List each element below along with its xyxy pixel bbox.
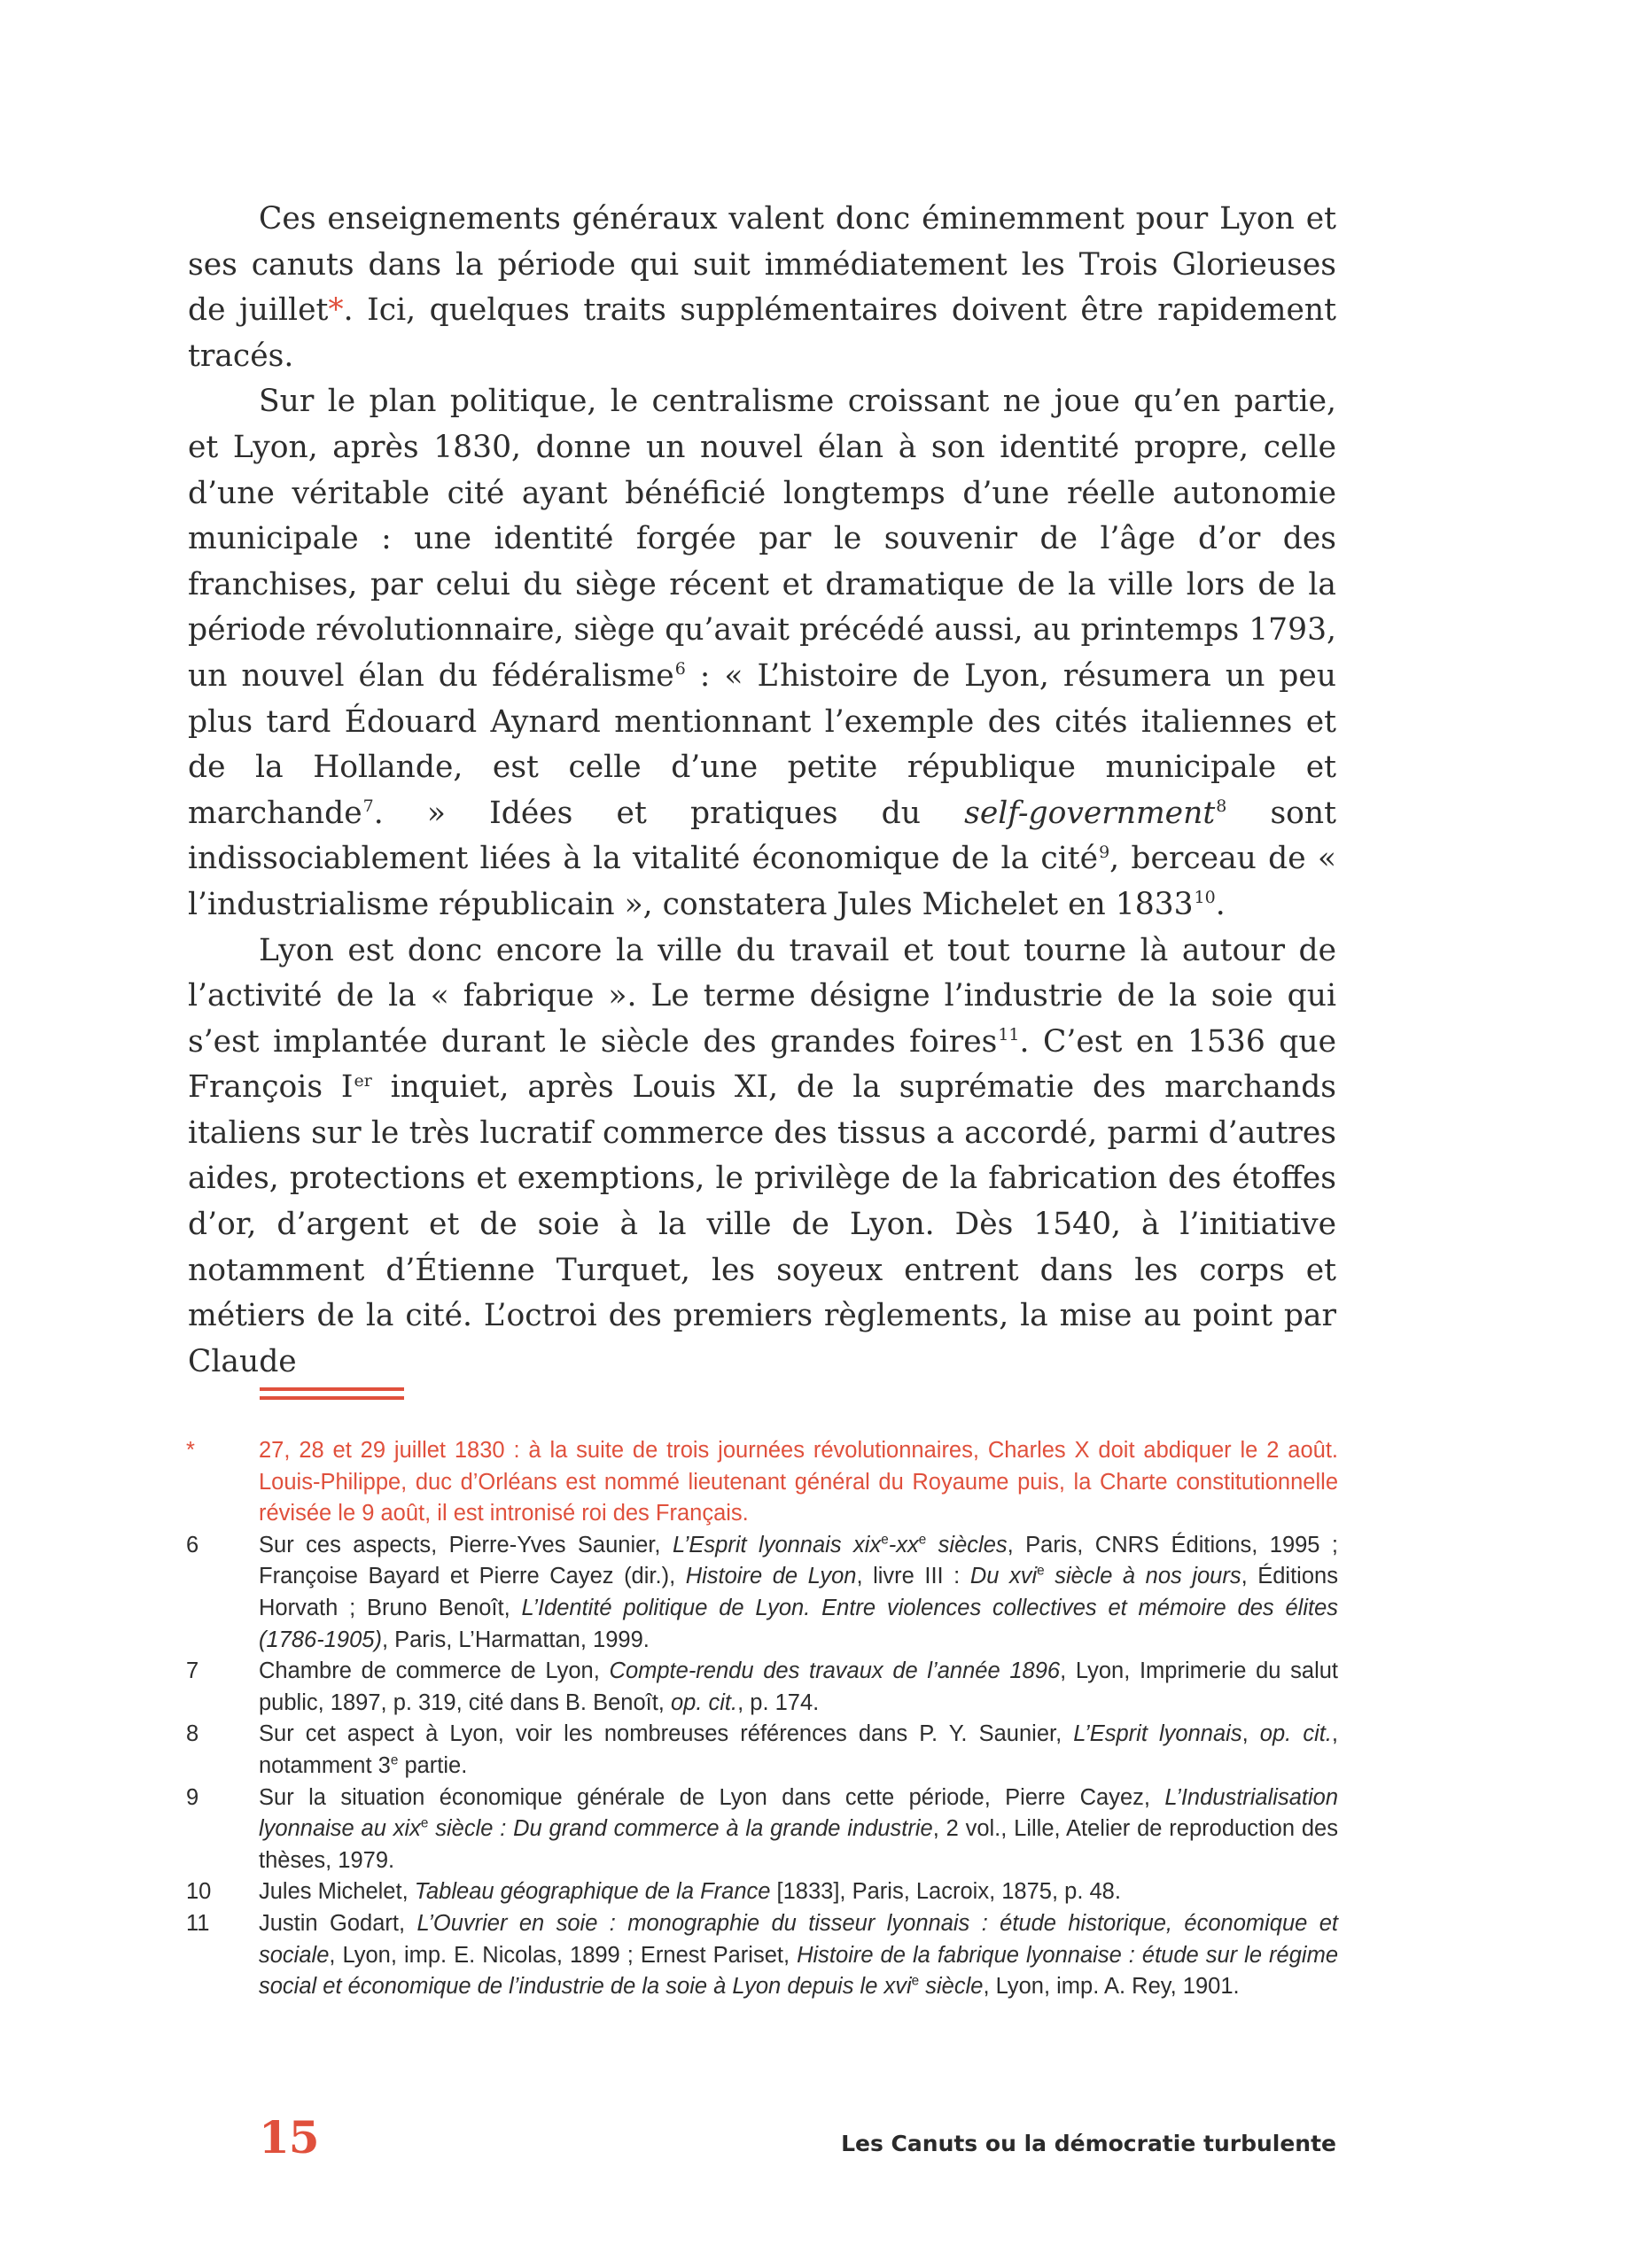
footnote-ref-9[interactable]: 9 [1099,842,1110,862]
footnote-text: 27, 28 et 29 juillet 1830 : à la suite de trois journées révolutionnaires, Charles X doit abdiquer le 2 août. Louis-Philippe, duc d’Orléans est nommé lieutenant général du Royaume puis, la Charte constitutionnelle révisée le 9 août, il est intronisé roi des Français. [259,1438,1338,1526]
running-title: Les Canuts ou la démocratie turbulente [841,2131,1336,2156]
text-run: . [1215,886,1226,922]
footnote-ref-7[interactable]: 7 [362,796,374,817]
footnote-text: Justin Godart, L’Ouvrier en soie : monographie du tisseur lyonnais : étude historique, économique et sociale, Lyon, imp. E. Nicolas, 1899 ; Ernest Pariset, Histoire de la fabrique lyonnaise : étude sur le régime social et économique de l’industrie de la soie à Lyon depuis le xvi$^e$ siècle, Lyon, imp. A. Rey, 1901. [259,1910,1338,2000]
footnote-7 [186,1656,1338,1719]
footnote-text: Sur ces aspects, Pierre-Yves Saunier, L’Esprit lyonnais $xix^e-xx^e$ siècles, Paris, CNRS Éditions, 1995 ; Françoise Bayard et Pierre Cayez (dir.), Histoire de Lyon, livre III : Du xvi$^e$ siècle à nos jours, Éditions Horvath ; Bruno Benoît, L’Identité politique de Lyon. Entre violences collectives et mémoire des élites (1786-1905), Paris, L’Harmattan, 1999. [259,1532,1339,1652]
italic-term: self-government [964,795,1216,831]
footnote-star-ref[interactable]: * [328,292,344,329]
footnote-number: 11 [186,1910,210,1936]
footnote-number: 8 [186,1721,199,1747]
paragraph-3 [188,928,1336,1386]
text-run: Ces enseignements généraux valent donc éminemment pour Lyon et ses canuts dans la période qui suit immédiatement les Trois Glorieuses de juillet [188,201,1336,329]
footnote-ref-11[interactable]: 11 [998,1025,1020,1045]
main-text [188,197,1336,1385]
footnote-number: 7 [186,1658,199,1684]
footnotes [186,1435,1338,2003]
footnote-ref-8[interactable]: 8 [1216,796,1227,817]
text-run: Sur le plan politique, le centralisme croissant ne joue qu’en partie, et Lyon, après 1830, donne un nouvel élan à son identité propre, celle d’une véritable cité ayant bénéficié longtemps d’une réelle autonomie municipale : une identité forgée par le souvenir de l’âge d’or des franchises, par celui du siège récent et dramatique de la ville lors de la période révolutionnaire, siège qu’avait précédé aussi, au printemps 1793, un nouvel élan du fédéralisme [188,384,1336,694]
footnote-star [186,1435,1338,1530]
text-run: . » Idées et pratiques du [373,795,965,831]
footnote-ref-10[interactable]: 10 [1194,888,1216,908]
footnote-6 [186,1530,1338,1656]
footnote-separator-line [260,1387,404,1391]
text-run: . Ici, quelques traits supplémentaires doivent être rapidement tracés. [188,292,1336,374]
text-run: , berceau de « l’industrialisme républicain », constatera Jules Michelet en 1833 [188,841,1336,922]
footnote-8 [186,1719,1338,1782]
text-run: : « L’histoire de Lyon, résumera un peu plus tard Édouard Aynard mentionnant l’exemple des cités italiennes et de la Hollande, est celle d’une petite république municipale et marchande [188,657,1337,831]
footnote-ref-6[interactable]: 6 [674,659,686,680]
footnote-text: Sur la situation économique générale de Lyon dans cette période, Pierre Cayez, L’Industrialisation lyonnaise au xix$^e$ siècle : Du grand commerce à la grande industrie, 2 vol., Lille, Atelier de reproduction des thèses, 1979. [259,1784,1338,1873]
superscript-er: er [354,1070,372,1091]
footnote-10 [186,1876,1338,1908]
paragraph-1 [188,197,1336,379]
footnote-number: 6 [186,1532,199,1557]
footnote-number: * [186,1438,195,1463]
paragraph-2 [188,379,1336,928]
text-run: . C’est en 1536 que François I [188,1023,1336,1106]
footnote-separator-line [260,1396,404,1400]
footnote-number: 10 [186,1879,212,1905]
footnote-11 [186,1908,1338,2003]
page-number: 15 [259,2111,319,2163]
text-run: sont indissociablement liées à la vitalité économique de la cité [188,795,1337,877]
footnote-number: 9 [186,1784,199,1810]
text-run: Lyon est donc encore la ville du travail et tout tourne là autour de l’activité de la « fabrique ». Le terme désigne l’industrie de la soie qui s’est implantée durant le siècle des grandes foires [188,932,1336,1060]
footnote-text: Sur cet aspect à Lyon, voir les nombreuses références dans P. Y. Saunier, L’Esprit lyonnais, op. cit., notamment 3e partie. [259,1721,1338,1778]
footnote-9 [186,1783,1338,1877]
text-run: inquiet, après Louis XI, de la suprématie des marchands italiens sur le très lucratif commerce des tissus a accordé, parmi d’autres aides, protections et exemptions, le privilège de la fabrication des étoffes d’or, d’argent et de soie à la ville de Lyon. Dès 1540, à l’initiative notamment d’Étienne Turquet, les soyeux entrent dans les corps et métiers de la cité. L’octroi des premiers règlements, la mise au point par Claude [188,1069,1336,1379]
footnote-text: Chambre de commerce de Lyon, Compte-rendu des travaux de l’année 1896, Lyon, Imprimerie du salut public, 1897, p. 319, cité dans B. Benoît, op. cit., p. 174. [259,1658,1339,1715]
footnote-text: Jules Michelet, Tableau géographique de la France [1833], Paris, Lacroix, 1875, p. 48. [259,1879,1121,1905]
